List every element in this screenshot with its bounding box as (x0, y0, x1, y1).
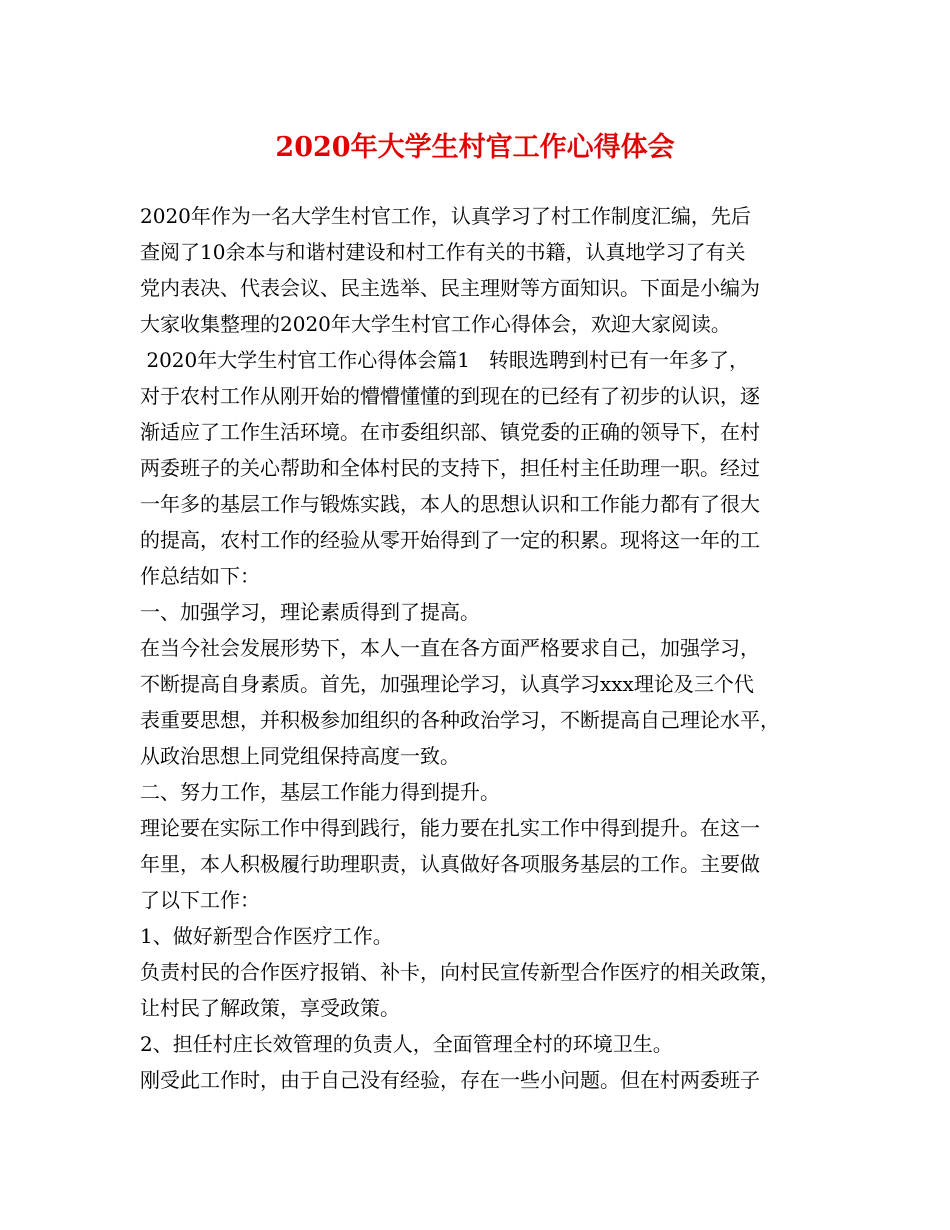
body-line: 两委班子的关心帮助和全体村民的支持下，担任村主任助理一职。经过 (140, 456, 760, 480)
body-line: 让村民了解政策，享受政策。 (140, 996, 400, 1020)
body-line: 了以下工作： (140, 888, 260, 912)
body-line: 渐适应了工作生活环境。在市委组织部、镇党委的正确的领导下，在村 (140, 420, 760, 444)
body-line: 在当今社会发展形势下，本人一直在各方面严格要求自己，加强学习， (140, 636, 760, 660)
body-line: 负责村民的合作医疗报销、补卡，向村民宣传新型合作医疗的相关政策， (140, 960, 780, 984)
body-line: 作总结如下： (140, 564, 260, 588)
body-line: 1、做好新型合作医疗工作。 (140, 924, 393, 948)
body-line: 对于农村工作从刚开始的懵懵懂懂的到现在的已经有了初步的认识，逐 (140, 384, 760, 408)
body-line: 理论要在实际工作中得到践行，能力要在扎实工作中得到提升。在这一 (140, 816, 760, 840)
body-line: 二、努力工作，基层工作能力得到提升。 (140, 780, 500, 804)
document-body (140, 198, 820, 1098)
body-line: 大家收集整理的2020年大学生村官工作心得体会，欢迎大家阅读。 (140, 312, 731, 336)
body-line: 刚受此工作时，由于自己没有经验，存在一些小问题。但在村两委班子 (140, 1068, 760, 1092)
body-line: 党内表决、代表会议、民主选举、民主理财等方面知识。下面是小编为 (140, 276, 760, 300)
body-line: 查阅了10余本与和谐村建设和村工作有关的书籍，认真地学习了有关 (140, 240, 746, 264)
body-line: 从政治思想上同党组保持高度一致。 (140, 744, 460, 768)
body-line: 表重要思想，并积极参加组织的各种政治学习，不断提高自己理论水平， (140, 708, 780, 732)
body-line: 2020年作为一名大学生村官工作，认真学习了村工作制度汇编，先后 (140, 204, 751, 228)
body-line: 一年多的基层工作与锻炼实践，本人的思想认识和工作能力都有了很大 (140, 492, 760, 516)
body-line: 年里，本人积极履行助理职责，认真做好各项服务基层的工作。主要做 (140, 852, 760, 876)
body-line: 的提高，农村工作的经验从零开始得到了一定的积累。现将这一年的工 (140, 528, 760, 552)
body-line: 2020年大学生村官工作心得体会篇1 转眼选聘到村已有一年多了， (140, 348, 750, 372)
body-line: 2、担任村庄长效管理的负责人，全面管理全村的环境卫生。 (140, 1032, 673, 1056)
document-title: 2020年大学生村官工作心得体会 (275, 132, 675, 163)
body-line: 一、加强学习，理论素质得到了提高。 (140, 600, 480, 624)
body-line: 不断提高自身素质。首先，加强理论学习，认真学习xxx理论及三个代 (140, 672, 754, 696)
